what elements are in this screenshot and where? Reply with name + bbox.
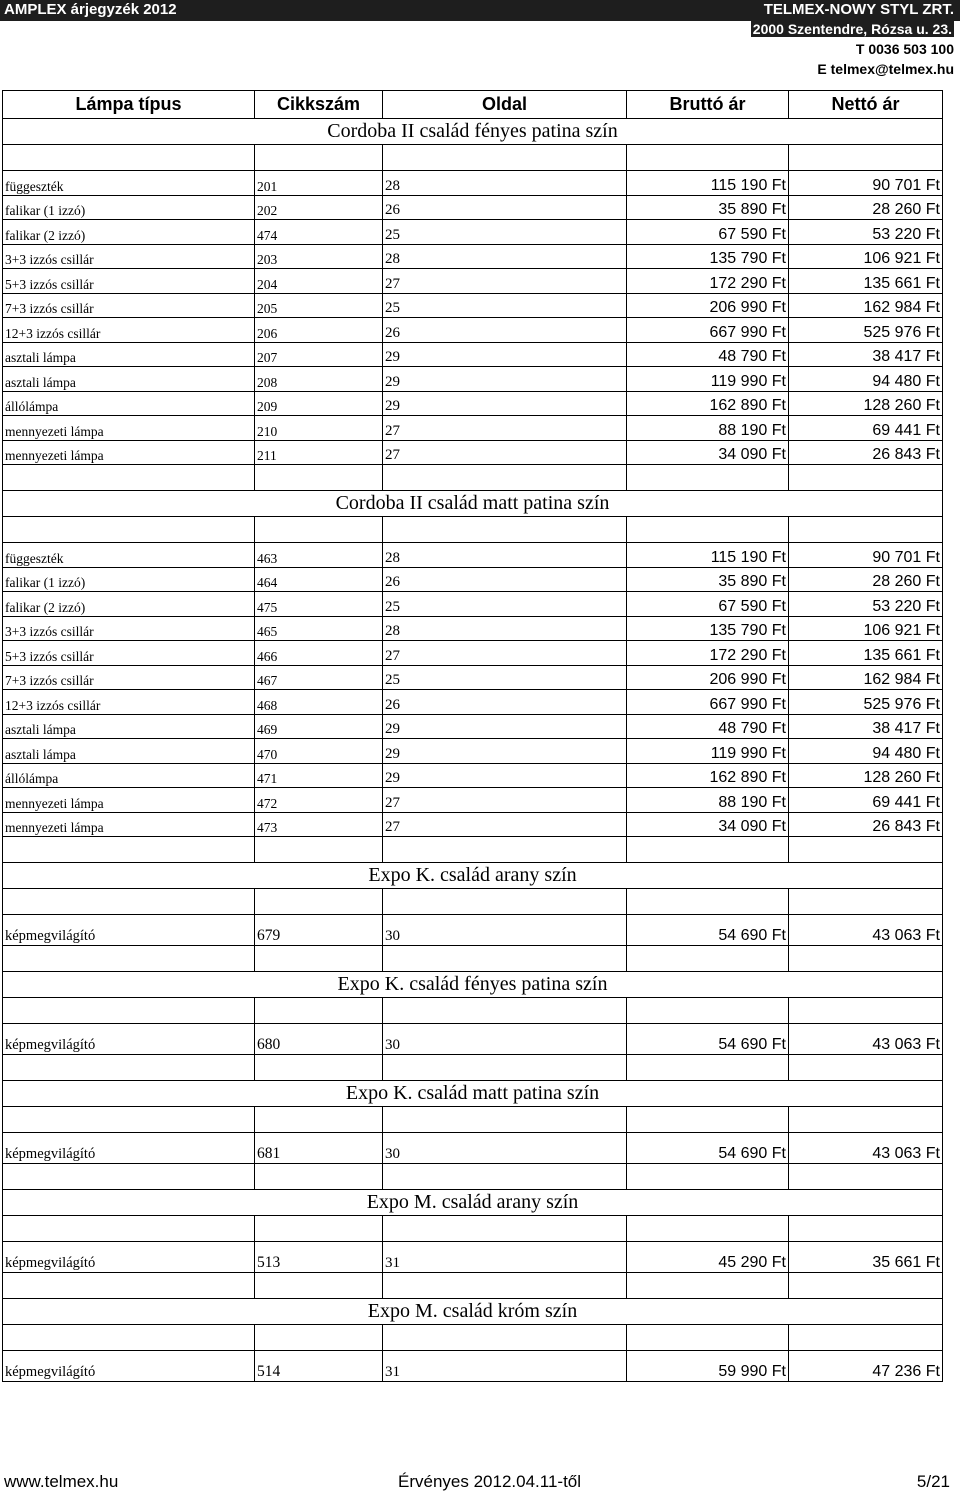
- net-price-cell: 128 260 Ft: [789, 763, 943, 788]
- section-title: Cordoba II család fényes patina szín: [3, 119, 943, 145]
- net-price-cell: 162 984 Ft: [789, 293, 943, 318]
- section-title-row: [3, 972, 943, 998]
- net-price-cell: 28 260 Ft: [789, 195, 943, 220]
- item-code-cell: 209: [255, 391, 383, 416]
- column-header-net-price: Nettó ár: [789, 91, 943, 119]
- empty-cell: [255, 889, 383, 915]
- gross-price-cell: 34 090 Ft: [627, 440, 789, 465]
- section-title: Expo M. család króm szín: [3, 1299, 943, 1325]
- company-email: E telmex@telmex.hu: [817, 61, 954, 77]
- gross-price-cell: 67 590 Ft: [627, 592, 789, 617]
- item-code-cell: 201: [255, 171, 383, 196]
- table-row: [3, 440, 943, 465]
- lamp-type-cell: mennyezeti lámpa: [3, 440, 255, 465]
- table-row: [3, 367, 943, 392]
- empty-cell: [255, 1325, 383, 1351]
- net-price-cell: 135 661 Ft: [789, 269, 943, 294]
- column-header-row: [3, 91, 943, 119]
- gross-price-cell: 172 290 Ft: [627, 269, 789, 294]
- empty-cell: [383, 1164, 627, 1190]
- net-price-cell: 135 661 Ft: [789, 641, 943, 666]
- table-row: [3, 195, 943, 220]
- table-row: [3, 739, 943, 764]
- lamp-type-cell: képmegvilágító: [3, 1242, 255, 1273]
- item-code-cell: 473: [255, 812, 383, 837]
- page-cell: 27: [383, 269, 627, 294]
- empty-cell: [255, 1273, 383, 1299]
- item-code-cell: 205: [255, 293, 383, 318]
- empty-cell: [383, 1273, 627, 1299]
- empty-cell: [255, 145, 383, 171]
- spacer-row: [3, 889, 943, 915]
- gross-price-cell: 54 690 Ft: [627, 1024, 789, 1055]
- section-title: Cordoba II család matt patina szín: [3, 491, 943, 517]
- spacer-row: [3, 465, 943, 491]
- lamp-type-cell: mennyezeti lámpa: [3, 812, 255, 837]
- spacer-row: [3, 1055, 943, 1081]
- lamp-type-cell: képmegvilágító: [3, 1133, 255, 1164]
- empty-cell: [3, 1216, 255, 1242]
- table-row: [3, 244, 943, 269]
- lamp-type-cell: asztali lámpa: [3, 342, 255, 367]
- empty-cell: [789, 1216, 943, 1242]
- column-header-gross-price: Bruttó ár: [627, 91, 789, 119]
- empty-cell: [383, 1055, 627, 1081]
- empty-cell: [627, 1107, 789, 1133]
- gross-price-cell: 88 190 Ft: [627, 788, 789, 813]
- page-cell: 25: [383, 220, 627, 245]
- page-cell: 27: [383, 416, 627, 441]
- page-cell: 31: [383, 1351, 627, 1382]
- item-code-cell: 472: [255, 788, 383, 813]
- gross-price-cell: 206 990 Ft: [627, 665, 789, 690]
- net-price-cell: 69 441 Ft: [789, 416, 943, 441]
- section-title: Expo K. család arany szín: [3, 863, 943, 889]
- empty-cell: [789, 1325, 943, 1351]
- page-cell: 26: [383, 567, 627, 592]
- net-price-cell: 90 701 Ft: [789, 171, 943, 196]
- empty-cell: [383, 998, 627, 1024]
- lamp-type-cell: 7+3 izzós csillár: [3, 293, 255, 318]
- gross-price-cell: 162 890 Ft: [627, 763, 789, 788]
- item-code-cell: 465: [255, 616, 383, 641]
- item-code-cell: 206: [255, 318, 383, 343]
- net-price-cell: 94 480 Ft: [789, 739, 943, 764]
- table-row: [3, 1242, 943, 1273]
- section-title-row: [3, 1190, 943, 1216]
- item-code-cell: 204: [255, 269, 383, 294]
- table-row: [3, 567, 943, 592]
- table-row: [3, 1133, 943, 1164]
- spacer-row: [3, 946, 943, 972]
- table-row: [3, 220, 943, 245]
- lamp-type-cell: képmegvilágító: [3, 1351, 255, 1382]
- spacer-row: [3, 998, 943, 1024]
- table-row: [3, 293, 943, 318]
- spacer-row: [3, 517, 943, 543]
- net-price-cell: 128 260 Ft: [789, 391, 943, 416]
- gross-price-cell: 119 990 Ft: [627, 739, 789, 764]
- net-price-cell: 106 921 Ft: [789, 244, 943, 269]
- spacer-row: [3, 837, 943, 863]
- section-title: Expo K. család fényes patina szín: [3, 972, 943, 998]
- empty-cell: [627, 1325, 789, 1351]
- company-name: TELMEX-NOWY STYL ZRT.: [763, 1, 954, 18]
- net-price-cell: 43 063 Ft: [789, 1024, 943, 1055]
- spacer-row: [3, 145, 943, 171]
- page-cell: 30: [383, 915, 627, 946]
- empty-cell: [383, 465, 627, 491]
- item-code-cell: 469: [255, 714, 383, 739]
- item-code-cell: 463: [255, 543, 383, 568]
- gross-price-cell: 48 790 Ft: [627, 342, 789, 367]
- gross-price-cell: 172 290 Ft: [627, 641, 789, 666]
- table-row: [3, 690, 943, 715]
- empty-cell: [3, 1273, 255, 1299]
- lamp-type-cell: 12+3 izzós csillár: [3, 690, 255, 715]
- page-cell: 27: [383, 788, 627, 813]
- item-code-cell: 679: [255, 915, 383, 946]
- empty-cell: [789, 837, 943, 863]
- page-cell: 28: [383, 171, 627, 196]
- gross-price-cell: 667 990 Ft: [627, 690, 789, 715]
- lamp-type-cell: 5+3 izzós csillár: [3, 641, 255, 666]
- empty-cell: [627, 1273, 789, 1299]
- empty-cell: [3, 1164, 255, 1190]
- empty-cell: [3, 145, 255, 171]
- item-code-cell: 202: [255, 195, 383, 220]
- lamp-type-cell: asztali lámpa: [3, 367, 255, 392]
- lamp-type-cell: 5+3 izzós csillár: [3, 269, 255, 294]
- item-code-cell: 470: [255, 739, 383, 764]
- lamp-type-cell: állólámpa: [3, 763, 255, 788]
- page-cell: 26: [383, 318, 627, 343]
- gross-price-cell: 35 890 Ft: [627, 195, 789, 220]
- table-row: [3, 788, 943, 813]
- lamp-type-cell: képmegvilágító: [3, 1024, 255, 1055]
- page-cell: 26: [383, 690, 627, 715]
- lamp-type-cell: falikar (1 izzó): [3, 195, 255, 220]
- item-code-cell: 466: [255, 641, 383, 666]
- spacer-row: [3, 1164, 943, 1190]
- empty-cell: [789, 145, 943, 171]
- empty-cell: [627, 1055, 789, 1081]
- empty-cell: [789, 1164, 943, 1190]
- page-cell: 27: [383, 440, 627, 465]
- gross-price-cell: 45 290 Ft: [627, 1242, 789, 1273]
- net-price-cell: 106 921 Ft: [789, 616, 943, 641]
- net-price-cell: 26 843 Ft: [789, 812, 943, 837]
- table-row: [3, 1351, 943, 1382]
- net-price-cell: 525 976 Ft: [789, 318, 943, 343]
- net-price-cell: 35 661 Ft: [789, 1242, 943, 1273]
- column-header-item-code: Cikkszám: [255, 91, 383, 119]
- empty-cell: [3, 1055, 255, 1081]
- empty-cell: [627, 1216, 789, 1242]
- lamp-type-cell: 12+3 izzós csillár: [3, 318, 255, 343]
- empty-cell: [3, 1107, 255, 1133]
- empty-cell: [3, 837, 255, 863]
- page-cell: 29: [383, 763, 627, 788]
- section-title-row: [3, 863, 943, 889]
- table-row: [3, 763, 943, 788]
- page-cell: 28: [383, 244, 627, 269]
- gross-price-cell: 67 590 Ft: [627, 220, 789, 245]
- doc-title: AMPLEX árjegyzék 2012: [4, 1, 177, 18]
- page-cell: 26: [383, 195, 627, 220]
- empty-cell: [255, 1164, 383, 1190]
- net-price-cell: 38 417 Ft: [789, 342, 943, 367]
- price-table: [2, 90, 943, 1382]
- table-row: [3, 171, 943, 196]
- empty-cell: [789, 1107, 943, 1133]
- empty-cell: [627, 946, 789, 972]
- spacer-row: [3, 1325, 943, 1351]
- table-row: [3, 391, 943, 416]
- empty-cell: [383, 946, 627, 972]
- section-title-row: [3, 1081, 943, 1107]
- empty-cell: [383, 1325, 627, 1351]
- gross-price-cell: 115 190 Ft: [627, 171, 789, 196]
- item-code-cell: 211: [255, 440, 383, 465]
- item-code-cell: 464: [255, 567, 383, 592]
- table-row: [3, 543, 943, 568]
- table-row: [3, 616, 943, 641]
- lamp-type-cell: 7+3 izzós csillár: [3, 665, 255, 690]
- table-row: [3, 665, 943, 690]
- empty-cell: [789, 998, 943, 1024]
- page-cell: 29: [383, 342, 627, 367]
- empty-cell: [383, 1216, 627, 1242]
- net-price-cell: 162 984 Ft: [789, 665, 943, 690]
- column-header-lamp-type: Lámpa típus: [3, 91, 255, 119]
- table-row: [3, 714, 943, 739]
- gross-price-cell: 54 690 Ft: [627, 1133, 789, 1164]
- gross-price-cell: 59 990 Ft: [627, 1351, 789, 1382]
- company-address: 2000 Szentendre, Rózsa u. 23.: [752, 21, 952, 37]
- empty-cell: [627, 889, 789, 915]
- empty-cell: [789, 946, 943, 972]
- empty-cell: [627, 145, 789, 171]
- empty-cell: [255, 517, 383, 543]
- empty-cell: [3, 998, 255, 1024]
- company-phone: T 0036 503 100: [855, 41, 954, 57]
- gross-price-cell: 162 890 Ft: [627, 391, 789, 416]
- table-row: [3, 641, 943, 666]
- lamp-type-cell: asztali lámpa: [3, 739, 255, 764]
- item-code-cell: 680: [255, 1024, 383, 1055]
- gross-price-cell: 54 690 Ft: [627, 915, 789, 946]
- page-cell: 30: [383, 1133, 627, 1164]
- empty-cell: [255, 946, 383, 972]
- net-price-cell: 525 976 Ft: [789, 690, 943, 715]
- net-price-cell: 47 236 Ft: [789, 1351, 943, 1382]
- gross-price-cell: 34 090 Ft: [627, 812, 789, 837]
- gross-price-cell: 35 890 Ft: [627, 567, 789, 592]
- table-row: [3, 1024, 943, 1055]
- item-code-cell: 467: [255, 665, 383, 690]
- empty-cell: [3, 1325, 255, 1351]
- spacer-row: [3, 1107, 943, 1133]
- empty-cell: [627, 998, 789, 1024]
- gross-price-cell: 48 790 Ft: [627, 714, 789, 739]
- item-code-cell: 208: [255, 367, 383, 392]
- net-price-cell: 38 417 Ft: [789, 714, 943, 739]
- empty-cell: [255, 837, 383, 863]
- lamp-type-cell: mennyezeti lámpa: [3, 788, 255, 813]
- footer-website[interactable]: www.telmex.hu: [4, 1472, 119, 1491]
- section-title: Expo K. család matt patina szín: [3, 1081, 943, 1107]
- gross-price-cell: 119 990 Ft: [627, 367, 789, 392]
- page-cell: 30: [383, 1024, 627, 1055]
- lamp-type-cell: asztali lámpa: [3, 714, 255, 739]
- page-cell: 27: [383, 641, 627, 666]
- table-row: [3, 812, 943, 837]
- table-row: [3, 416, 943, 441]
- net-price-cell: 53 220 Ft: [789, 592, 943, 617]
- empty-cell: [789, 465, 943, 491]
- item-code-cell: 681: [255, 1133, 383, 1164]
- table-row: [3, 318, 943, 343]
- empty-cell: [627, 465, 789, 491]
- page-cell: 25: [383, 665, 627, 690]
- gross-price-cell: 135 790 Ft: [627, 616, 789, 641]
- net-price-cell: 90 701 Ft: [789, 543, 943, 568]
- item-code-cell: 207: [255, 342, 383, 367]
- section-title-row: [3, 119, 943, 145]
- net-price-cell: 28 260 Ft: [789, 567, 943, 592]
- item-code-cell: 474: [255, 220, 383, 245]
- empty-cell: [3, 517, 255, 543]
- page-cell: 27: [383, 812, 627, 837]
- gross-price-cell: 88 190 Ft: [627, 416, 789, 441]
- page-cell: 29: [383, 391, 627, 416]
- lamp-type-cell: függeszték: [3, 543, 255, 568]
- empty-cell: [3, 465, 255, 491]
- lamp-type-cell: függeszték: [3, 171, 255, 196]
- footer-valid-date: Érvényes 2012.04.11-től: [398, 1472, 582, 1491]
- item-code-cell: 513: [255, 1242, 383, 1273]
- lamp-type-cell: 3+3 izzós csillár: [3, 616, 255, 641]
- lamp-type-cell: 3+3 izzós csillár: [3, 244, 255, 269]
- column-header-page: Oldal: [383, 91, 627, 119]
- page-cell: 29: [383, 739, 627, 764]
- net-price-cell: 94 480 Ft: [789, 367, 943, 392]
- empty-cell: [383, 1107, 627, 1133]
- empty-cell: [789, 517, 943, 543]
- lamp-type-cell: falikar (1 izzó): [3, 567, 255, 592]
- table-row: [3, 915, 943, 946]
- empty-cell: [789, 889, 943, 915]
- lamp-type-cell: falikar (2 izzó): [3, 220, 255, 245]
- table-row: [3, 342, 943, 367]
- gross-price-cell: 115 190 Ft: [627, 543, 789, 568]
- empty-cell: [255, 465, 383, 491]
- empty-cell: [3, 889, 255, 915]
- item-code-cell: 514: [255, 1351, 383, 1382]
- empty-cell: [255, 1216, 383, 1242]
- empty-cell: [255, 998, 383, 1024]
- empty-cell: [789, 1055, 943, 1081]
- table-row: [3, 592, 943, 617]
- empty-cell: [383, 517, 627, 543]
- net-price-cell: 43 063 Ft: [789, 915, 943, 946]
- net-price-cell: 43 063 Ft: [789, 1133, 943, 1164]
- lamp-type-cell: állólámpa: [3, 391, 255, 416]
- lamp-type-cell: falikar (2 izzó): [3, 592, 255, 617]
- spacer-row: [3, 1216, 943, 1242]
- lamp-type-cell: képmegvilágító: [3, 915, 255, 946]
- page-cell: 31: [383, 1242, 627, 1273]
- item-code-cell: 471: [255, 763, 383, 788]
- spacer-row: [3, 1273, 943, 1299]
- gross-price-cell: 206 990 Ft: [627, 293, 789, 318]
- item-code-cell: 210: [255, 416, 383, 441]
- empty-cell: [383, 837, 627, 863]
- item-code-cell: 475: [255, 592, 383, 617]
- page-cell: 29: [383, 367, 627, 392]
- empty-cell: [627, 517, 789, 543]
- empty-cell: [627, 837, 789, 863]
- empty-cell: [383, 145, 627, 171]
- empty-cell: [255, 1107, 383, 1133]
- net-price-cell: 69 441 Ft: [789, 788, 943, 813]
- empty-cell: [383, 889, 627, 915]
- page-cell: 29: [383, 714, 627, 739]
- empty-cell: [789, 1273, 943, 1299]
- section-title-row: [3, 1299, 943, 1325]
- page-cell: 25: [383, 592, 627, 617]
- table-row: [3, 269, 943, 294]
- empty-cell: [3, 946, 255, 972]
- item-code-cell: 468: [255, 690, 383, 715]
- empty-cell: [627, 1164, 789, 1190]
- net-price-cell: 53 220 Ft: [789, 220, 943, 245]
- gross-price-cell: 135 790 Ft: [627, 244, 789, 269]
- page-cell: 25: [383, 293, 627, 318]
- net-price-cell: 26 843 Ft: [789, 440, 943, 465]
- gross-price-cell: 667 990 Ft: [627, 318, 789, 343]
- page-cell: 28: [383, 543, 627, 568]
- page-cell: 28: [383, 616, 627, 641]
- footer-page-number: 5/21: [916, 1472, 950, 1491]
- item-code-cell: 203: [255, 244, 383, 269]
- lamp-type-cell: mennyezeti lámpa: [3, 416, 255, 441]
- section-title-row: [3, 491, 943, 517]
- empty-cell: [255, 1055, 383, 1081]
- section-title: Expo M. család arany szín: [3, 1190, 943, 1216]
